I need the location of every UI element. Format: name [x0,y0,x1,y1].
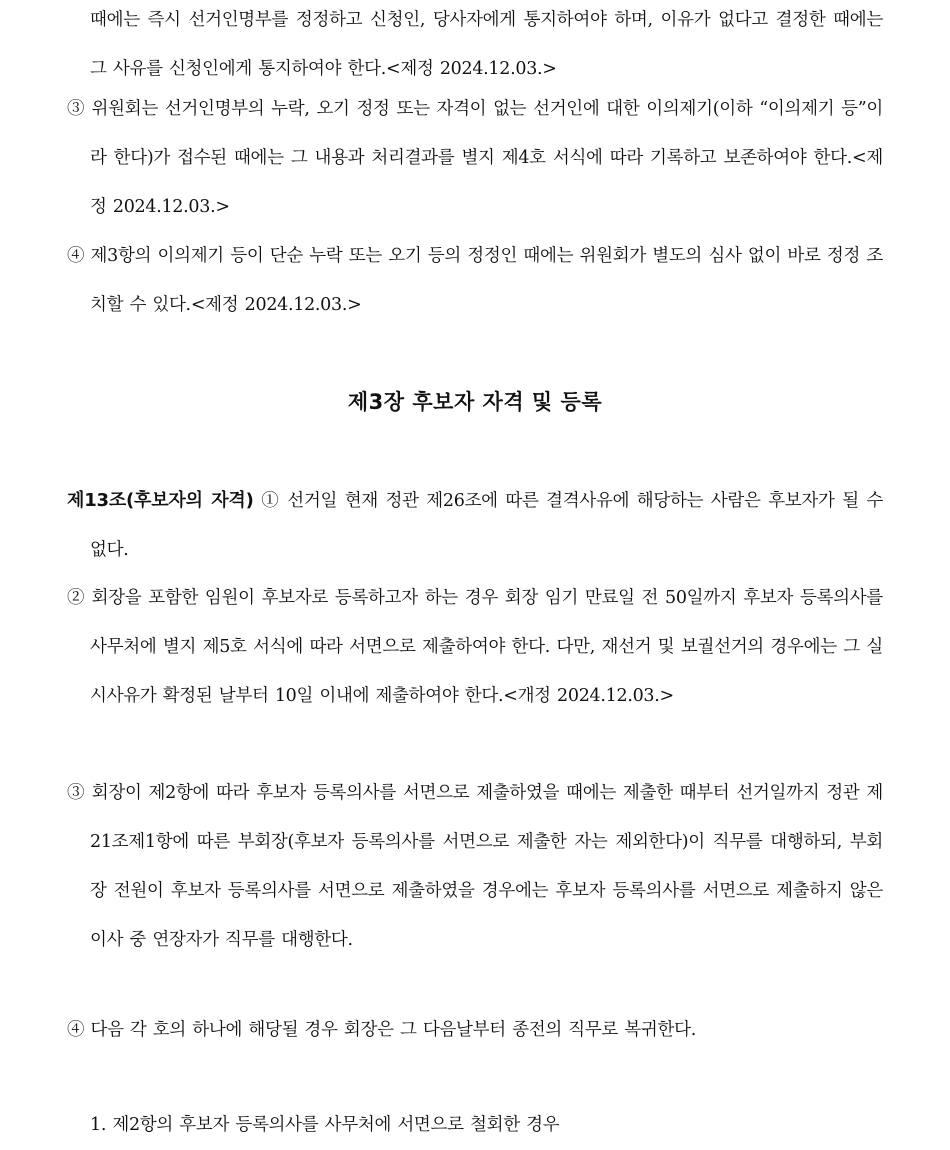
article-13-clause-1 [67,476,884,575]
article-13-clause-2: ② 회장을 포함한 임원이 후보자로 등록하고자 하는 경우 회장 임기 만료일 전 50일까지 후보자 등록의사를 사무처에 별지 제5호 서식에 따라 서면으로 제출하여야 한다. 다만, 재선거 및 보궐선거의 경우에는 그 실시사유가 확정된 날부터 10일 이내에 제출하여야 한다.<개정 2024.12.03.> [67,588,883,706]
paragraph-continuation: 때에는 즉시 선거인명부를 정정하고 신청인, 당사자에게 통지하여야 하며, 이유가 없다고 결정한 때에는 그 사유를 신청인에게 통지하여야 한다.<제정 2024.12.03.> [90,10,883,79]
article-13-clause-4: ④ 다음 각 호의 하나에 해당될 경우 회장은 그 다음날부터 종전의 직무로 복귀한다. [67,1020,696,1040]
clause-4-simple-correction: ④ 제3항의 이의제기 등이 단순 누락 또는 오기 등의 정정인 때에는 위원회가 별도의 심사 없이 바로 정정 조치할 수 있다.<제정 2024.12.03.> [67,246,883,315]
chapter-title: 제3장 후보자 자격 및 등록 [347,390,603,414]
article-13-heading: 제13조(후보자의 자격) [67,490,254,511]
article-13-item-1: 1. 제2항의 후보자 등록의사를 사무처에 서면으로 철회한 경우 [90,1115,560,1135]
clause-3-objection-record: ③ 위원회는 선거인명부의 누락, 오기 정정 또는 자격이 없는 선거인에 대한 이의제기(이하 “이의제기 등”이라 한다)가 접수된 때에는 그 내용과 처리결과를 별지 제4호 서식에 따라 기록하고 보존하여야 한다.<제정 2024.12.03.> [67,99,883,217]
article-13-clause-3: ③ 회장이 제2항에 따라 후보자 등록의사를 서면으로 제출하였을 때에는 제출한 때부터 선거일까지 정관 제21조제1항에 따른 부회장(후보자 등록의사를 서면으로 제출한 자는 제외한다)이 직무를 대행하되, 부회장 전원이 후보자 등록의사를 서면으로 제출하였을 경우에는 후보자 등록의사를 서면으로 제출하지 않은 이사 중 연장자가 직무를 대행한다. [67,783,883,950]
article-13-clause-1-text: ① 선거일 현재 정관 제26조에 따른 결격사유에 해당하는 사람은 후보자가 될 수 없다. [90,491,884,560]
